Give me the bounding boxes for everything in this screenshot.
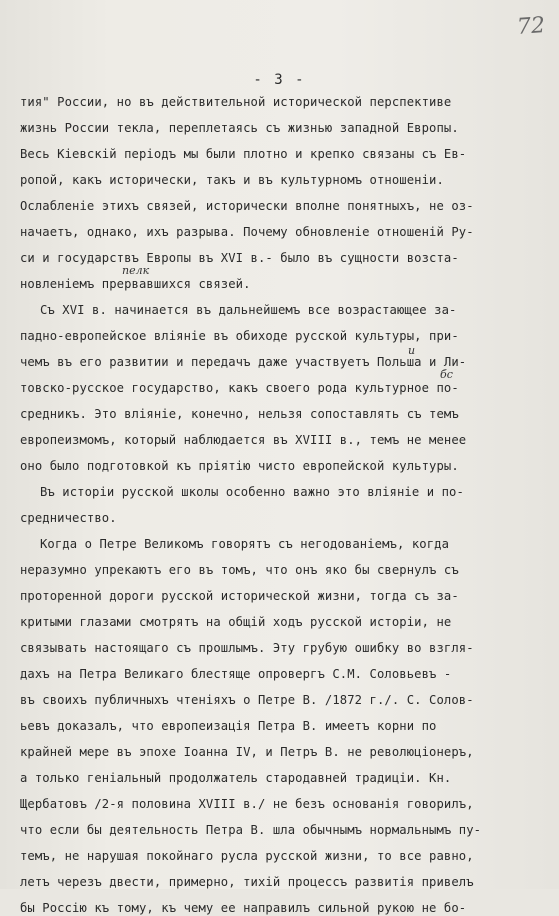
text-line: европеизмомъ, который наблюдается въ XVIII в., темъ не менее — [20, 433, 467, 447]
text-line: проторенной дороги русской исторической жизни, тогда съ за- — [20, 589, 459, 603]
text-line: товско-русское государство, какъ своего рода культурное по- — [20, 381, 459, 395]
folio-number: 72 — [516, 13, 546, 40]
text-line: Съ XVI в. начинается въ дальнейшемъ все возрастающее за- — [40, 303, 457, 317]
text-line: чемъ въ его развитии и передачъ даже участвуетъ Польша и Ли- — [20, 355, 467, 369]
handwritten-correction: пелк — [122, 264, 150, 277]
text-line: связывать настоящаго съ прошлымъ. Эту грубую ошибку во взгля- — [20, 641, 474, 655]
text-line: си и государствъ Европы въ XVI в.- было въ сущности возста- — [20, 251, 459, 265]
text-line: критыми глазами смотрятъ на общій ходъ русской исторіи, не — [20, 615, 452, 629]
text-line: Когда о Петре Великомъ говорятъ съ негодованіемъ, когда — [40, 537, 450, 551]
text-line: летъ черезъ двести, примерно, тихій процессъ развитія привелъ — [20, 875, 474, 889]
text-line: Щербатовъ /2-я половина XVIII в./ не безъ основанія говорилъ, — [20, 797, 474, 811]
text-line: оно было подготовкой къ пріятію чисто европейской культуры. — [20, 459, 459, 473]
page-number: - 3 - — [253, 72, 306, 88]
text-line: начаетъ, однако, ихъ разрыва. Почему обновленіе отношеній Ру- — [20, 225, 474, 239]
text-line: а только геніальный продолжатель стародавней традиціи. Кн. — [20, 771, 452, 785]
text-line: крайней мере въ эпохе Іоанна IV, и Петръ В. не революціонеръ, — [20, 745, 474, 759]
text-line: жизнь России текла, переплетаясь съ жизнью западной Европы. — [20, 121, 459, 135]
text-line: Весь Кіевскій періодъ мы были плотно и крепко связаны съ Ев- — [20, 147, 467, 161]
handwritten-correction: бс — [440, 368, 453, 381]
handwritten-correction: и — [408, 344, 416, 357]
text-line: темъ, не нарушая покойнаго русла русской жизни, то все равно, — [20, 849, 474, 863]
text-line: въ своихъ публичныхъ чтеніяхъ о Петре В. /1872 г./. С. Солов- — [20, 693, 474, 707]
text-line: средникъ. Это вліяніе, конечно, нельзя сопоставлять съ темъ — [20, 407, 459, 421]
text-line: ропой, какъ исторически, такъ и въ культурномъ отношеніи. — [20, 173, 444, 187]
text-line: средничество. — [20, 511, 117, 525]
text-line: что если бы деятельность Петра В. шла обычнымъ нормальнымъ пу- — [20, 823, 482, 837]
text-line: ьевъ доказалъ, что европеизація Петра В. имеетъ корни по — [20, 719, 437, 733]
text-line: Въ исторіи русской школы особенно важно это вліяніе и по- — [40, 485, 464, 499]
text-line: бы Россію къ тому, къ чему ее направилъ сильной рукою не бо- — [20, 901, 467, 915]
text-line: тия" России, но въ действительной исторической перспективе — [20, 95, 452, 109]
text-line: дахъ на Петра Великаго блестяще опровергъ С.М. Соловьевъ - — [20, 667, 452, 681]
text-line: новленіемъ прервавшихся связей. — [20, 277, 251, 291]
text-line: Ослабленіе этихъ связей, исторически вполне понятныхъ, не оз- — [20, 199, 474, 213]
text-line: падно-европейское вліяніе въ обиходе русской культуры, при- — [20, 329, 459, 343]
text-line: неразумно упрекаютъ его въ томъ, что онъ яко бы свернулъ съ — [20, 563, 459, 577]
